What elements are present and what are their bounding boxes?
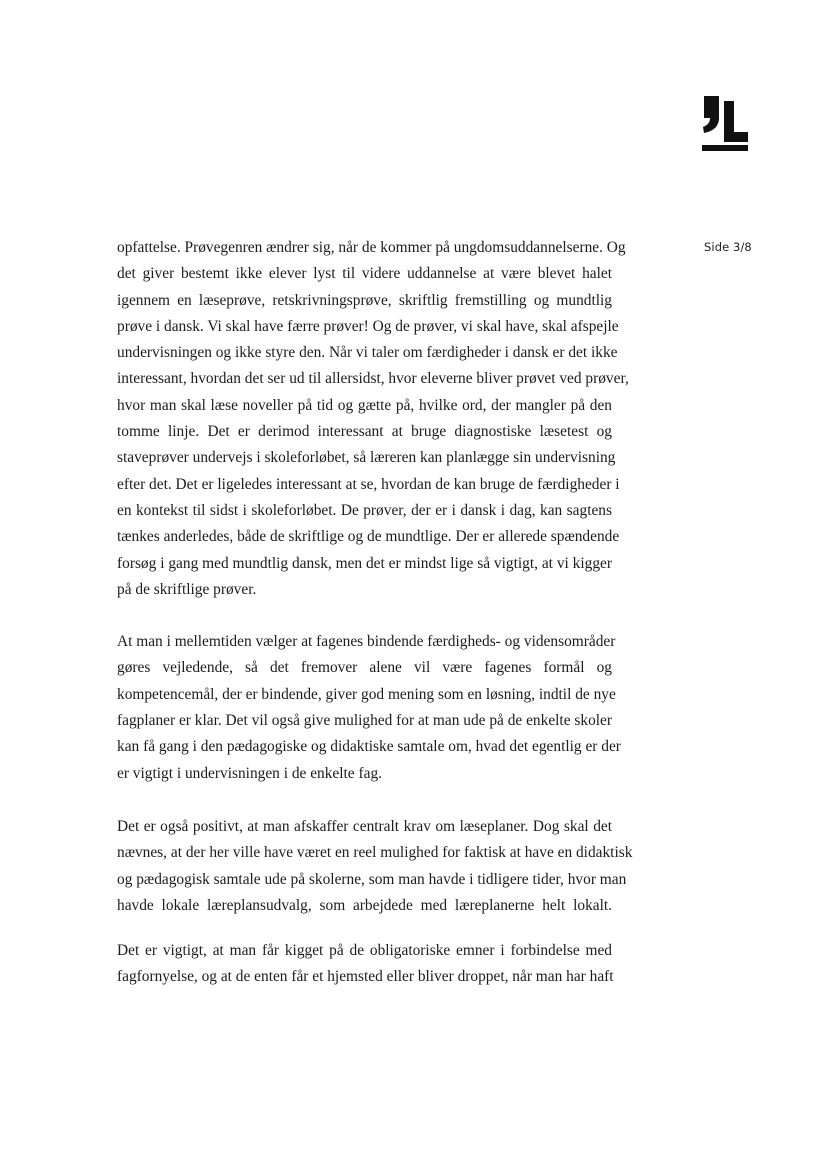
paragraph <box>117 940 612 993</box>
text-line: kan få gang i den pædagogiske og didaktiske samtale om, hvad det egentlig er der <box>117 738 621 756</box>
text-line: kompetencemål, der er bindende, giver god mening som en løsning, indtil de nye <box>117 685 616 703</box>
text-line: opfattelse. Prøvegenren ændrer sig, når de kommer på ungdomsuddannelserne. Og <box>117 239 626 256</box>
body-text <box>117 237 633 993</box>
text-line: Det er også positivt, at man afskaffer centralt krav om læseplaner. Dog skal det <box>117 817 612 835</box>
text-line: undervisningen og ikke styre den. Når vi taler om færdigheder i dansk er det ikke <box>117 344 618 362</box>
text-line: tænkes anderledes, både de skriftlige og de mundtlige. Der er allerede spændende <box>117 528 620 546</box>
organization-logo-icon <box>702 96 748 154</box>
text-line: havde lokale læreplansudvalg, som arbejdede med læreplanerne helt lokalt. <box>117 896 612 914</box>
paragraph <box>117 816 633 921</box>
text-line: det giver bestemt ikke elever lyst til videre uddannelse at være blevet halet <box>117 265 612 283</box>
text-line: prøve i dansk. Vi skal have færre prøver! Og de prøver, vi skal have, skal afspejle <box>117 317 619 335</box>
page-number: Side 3/8 <box>704 240 752 254</box>
text-line: fagplaner er klar. Det vil også give mulighed for at man ude på de enkelte skoler <box>117 712 612 730</box>
text-line: fagfornyelse, og at de enten får et hjemsted eller bliver droppet, når man har haft <box>117 968 614 986</box>
text-line: efter det. Det er ligeledes interessant at se, hvordan de kan bruge de færdigheder i <box>117 475 620 493</box>
text-line: hvor man skal læse noveller på tid og gætte på, hvilke ord, der mangler på den <box>117 396 612 414</box>
text-line: staveprøver undervejs i skoleforløbet, så læreren kan planlægge sin undervisning <box>117 449 616 467</box>
text-line: Det er vigtigt, at man får kigget på de obligatoriske emner i forbindelse med <box>117 942 612 960</box>
text-line: og pædagogisk samtale ude på skolerne, som man havde i tidligere tider, hvor man <box>117 870 627 888</box>
text-line: igennem en læseprøve, retskrivningsprøve, skriftlig fremstilling og mundtlig <box>117 291 612 309</box>
text-line: nævnes, at der her ville have været en reel mulighed for faktisk at have en didaktisk <box>117 844 633 862</box>
text-line: gøres vejledende, så det fremover alene vil være fagenes formål og <box>117 659 612 677</box>
text-line: forsøg i gang med mundtlig dansk, men det er mindst lige så vigtigt, at vi kigger <box>117 554 612 572</box>
text-line: på de skriftlige prøver. <box>117 580 257 598</box>
text-line: tomme linje. Det er derimod interessant at bruge diagnostiske læsetest og <box>117 423 612 441</box>
text-line: en kontekst til sidst i skoleforløbet. De prøver, der er i dansk i dag, kan sagtens <box>117 501 612 519</box>
paragraph <box>117 631 621 789</box>
text-line: interessant, hvordan det ser ud til allersidst, hvor eleverne bliver prøvet ved prøver, <box>117 370 629 388</box>
text-line: er vigtigt i undervisningen i de enkelte fag. <box>117 764 382 782</box>
paragraph <box>117 237 629 605</box>
text-line: At man i mellemtiden vælger at fagenes bindende færdigheds- og vidensområder <box>117 633 616 651</box>
